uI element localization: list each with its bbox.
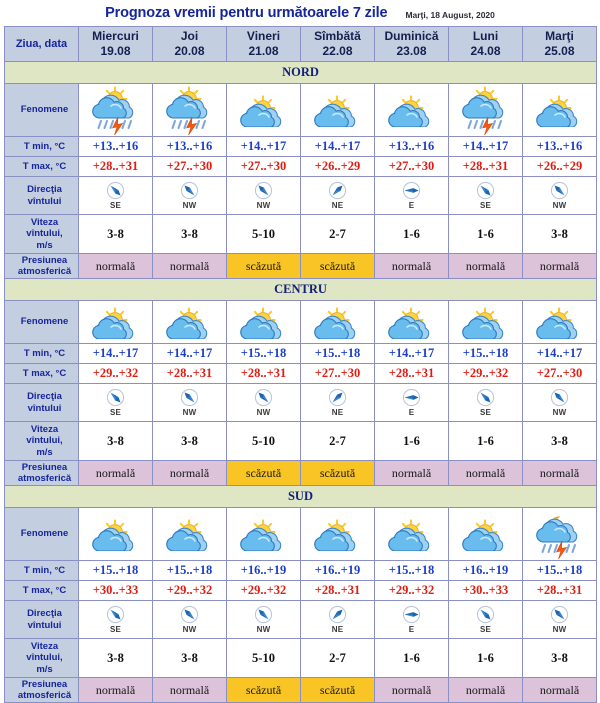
pressure-value: normală — [375, 461, 449, 486]
pressure-value: scăzută — [227, 461, 301, 486]
tmin-value: +16..+19 — [227, 561, 301, 581]
forecast-table — [4, 26, 597, 703]
compass-icon — [328, 388, 347, 407]
pressure-value: normală — [449, 678, 523, 703]
day-date: 22.08 — [322, 44, 353, 58]
compass-icon — [550, 181, 569, 200]
row-tmax-1 — [5, 364, 597, 384]
row-label-tmax: T max, °C — [5, 581, 79, 601]
row-label-wind-direction: Direcţia vîntului — [5, 177, 79, 215]
tmax-value: +28..+31 — [79, 157, 153, 177]
row-tmin-1 — [5, 344, 597, 364]
tmax-value: +29..+32 — [153, 581, 227, 601]
tmin-value: +15..+18 — [227, 344, 301, 364]
row-wind-speed-1 — [5, 422, 597, 461]
compass-icon — [254, 605, 273, 624]
wind-speed-value: 1-6 — [375, 215, 449, 254]
day-date: 21.08 — [248, 44, 279, 58]
wind-direction-label: NW — [552, 201, 567, 210]
compass-icon — [402, 181, 421, 200]
weather-icon-sun-cloud — [523, 301, 597, 344]
pressure-value: scăzută — [227, 678, 301, 703]
tmax-value: +26..+29 — [301, 157, 375, 177]
tmax-value: +27..+30 — [523, 364, 597, 384]
weather-icon-sun-cloud-rain-thunder — [153, 84, 227, 137]
tmin-value: +14..+17 — [449, 137, 523, 157]
tmin-value: +13..+16 — [375, 137, 449, 157]
region-band-nord — [5, 62, 597, 84]
wind-direction-label: SE — [479, 625, 492, 634]
tmax-value: +29..+32 — [227, 581, 301, 601]
tmin-value: +14..+17 — [301, 137, 375, 157]
tmax-value: +29..+32 — [79, 364, 153, 384]
wind-direction-label: SE — [109, 201, 122, 210]
compass-icon — [402, 388, 421, 407]
tmin-value: +16..+19 — [449, 561, 523, 581]
wind-direction-label: NW — [552, 625, 567, 634]
row-wind-direction-0 — [5, 177, 597, 215]
tmin-value: +13..+16 — [523, 137, 597, 157]
pressure-value: normală — [523, 461, 597, 486]
row-label-pressure: Presiunea atmosferică — [5, 678, 79, 703]
compass-icon — [180, 388, 199, 407]
compass-icon — [106, 605, 125, 624]
wind-direction-label: SE — [109, 625, 122, 634]
row-label-tmax: T max, °C — [5, 364, 79, 384]
row-wind-speed-2 — [5, 639, 597, 678]
row-pressure-0 — [5, 254, 597, 279]
weather-icon-sun-cloud — [79, 301, 153, 344]
wind-direction-label: NW — [182, 201, 197, 210]
wind-direction-cell — [79, 177, 153, 215]
day-date: 23.08 — [396, 44, 427, 58]
weather-icon-sun-cloud — [227, 301, 301, 344]
pressure-value: normală — [79, 461, 153, 486]
tmin-value: +14..+17 — [523, 344, 597, 364]
wind-speed-value: 1-6 — [375, 639, 449, 678]
pressure-value: scăzută — [227, 254, 301, 279]
header-cell-day-2 — [227, 27, 301, 62]
row-tmax-2 — [5, 581, 597, 601]
tmax-value: +27..+30 — [153, 157, 227, 177]
compass-icon — [328, 605, 347, 624]
wind-direction-cell — [449, 384, 523, 422]
wind-speed-value: 1-6 — [449, 639, 523, 678]
tmin-value: +15..+18 — [153, 561, 227, 581]
wind-speed-value: 3-8 — [79, 215, 153, 254]
wind-direction-cell — [227, 384, 301, 422]
page-title: Prognoza vremii pentru următoarele 7 zile — [105, 5, 388, 21]
weather-icon-sun-cloud — [79, 508, 153, 561]
row-label-pressure: Presiunea atmosferică — [5, 461, 79, 486]
wind-direction-label: NW — [182, 408, 197, 417]
compass-icon — [254, 181, 273, 200]
compass-icon — [550, 605, 569, 624]
day-name: Joi — [180, 29, 199, 44]
weather-icon-sun-cloud — [301, 301, 375, 344]
weather-icon-sun-cloud — [153, 508, 227, 561]
weather-icon-sun-cloud — [227, 508, 301, 561]
row-wind-speed-0 — [5, 215, 597, 254]
page-header — [0, 0, 600, 26]
weather-icon-sun-cloud — [449, 301, 523, 344]
tmin-value: +15..+18 — [375, 561, 449, 581]
wind-direction-label: NE — [331, 408, 344, 417]
row-pressure-1 — [5, 461, 597, 486]
wind-speed-value: 1-6 — [449, 422, 523, 461]
wind-speed-value: 3-8 — [153, 422, 227, 461]
wind-direction-label: E — [408, 201, 415, 210]
pressure-value: normală — [153, 678, 227, 703]
pressure-value: normală — [79, 678, 153, 703]
region-name: CENTRU — [5, 279, 597, 301]
wind-speed-value: 3-8 — [523, 215, 597, 254]
row-tmin-0 — [5, 137, 597, 157]
wind-direction-cell — [153, 384, 227, 422]
wind-speed-value: 3-8 — [79, 639, 153, 678]
tmax-value: +30..+33 — [79, 581, 153, 601]
tmin-value: +15..+18 — [449, 344, 523, 364]
tmax-value: +28..+31 — [375, 364, 449, 384]
wind-direction-cell — [375, 177, 449, 215]
wind-speed-value: 5-10 — [227, 639, 301, 678]
tmin-value: +13..+16 — [153, 137, 227, 157]
tmin-value: +15..+18 — [523, 561, 597, 581]
day-name: Vineri — [246, 29, 281, 44]
wind-direction-cell — [301, 601, 375, 639]
tmin-value: +16..+19 — [301, 561, 375, 581]
table-header-row — [5, 27, 597, 62]
tmax-value: +28..+31 — [153, 364, 227, 384]
header-cell-day-1 — [153, 27, 227, 62]
day-date: 20.08 — [174, 44, 205, 58]
row-label-tmax: T max, °C — [5, 157, 79, 177]
wind-direction-label: NW — [182, 625, 197, 634]
tmax-value: +27..+30 — [227, 157, 301, 177]
compass-icon — [476, 605, 495, 624]
row-label-tmin: T min, °C — [5, 561, 79, 581]
tmin-value: +15..+18 — [79, 561, 153, 581]
wind-direction-cell — [523, 177, 597, 215]
region-band-sud — [5, 486, 597, 508]
row-tmax-0 — [5, 157, 597, 177]
wind-speed-value: 2-7 — [301, 639, 375, 678]
day-name: Miercuri — [92, 29, 139, 44]
weather-icon-moon-cloud-rain-thunder — [523, 508, 597, 561]
row-tmin-2 — [5, 561, 597, 581]
wind-direction-cell — [375, 384, 449, 422]
row-label-pressure: Presiunea atmosferică — [5, 254, 79, 279]
wind-direction-label: E — [408, 408, 415, 417]
tmax-value: +28..+31 — [523, 581, 597, 601]
compass-icon — [476, 181, 495, 200]
wind-direction-cell — [523, 384, 597, 422]
weather-icon-sun-cloud — [375, 301, 449, 344]
tmin-value: +15..+18 — [301, 344, 375, 364]
weather-icon-sun-cloud — [375, 84, 449, 137]
header-cell-day-3 — [301, 27, 375, 62]
wind-speed-value: 2-7 — [301, 215, 375, 254]
day-name: Luni — [472, 29, 499, 44]
compass-icon — [106, 388, 125, 407]
row-label-wind-direction: Direcţia vîntului — [5, 384, 79, 422]
pressure-value: normală — [523, 254, 597, 279]
weather-icon-sun-cloud-rain-thunder — [79, 84, 153, 137]
pressure-value: normală — [153, 461, 227, 486]
pressure-value: normală — [375, 678, 449, 703]
wind-direction-cell — [79, 384, 153, 422]
tmin-value: +14..+17 — [79, 344, 153, 364]
wind-speed-value: 3-8 — [523, 639, 597, 678]
wind-direction-label: NW — [256, 408, 271, 417]
tmax-value: +27..+30 — [375, 157, 449, 177]
row-fenomene-2 — [5, 508, 597, 561]
wind-direction-cell — [449, 177, 523, 215]
wind-direction-cell — [301, 177, 375, 215]
tmin-value: +14..+17 — [227, 137, 301, 157]
header-cell-label: Ziua, data — [5, 27, 79, 62]
weather-icon-sun-cloud — [301, 508, 375, 561]
compass-icon — [550, 388, 569, 407]
wind-speed-value: 2-7 — [301, 422, 375, 461]
header-cell-day-4 — [375, 27, 449, 62]
compass-icon — [328, 181, 347, 200]
row-pressure-2 — [5, 678, 597, 703]
pressure-value: normală — [449, 254, 523, 279]
wind-direction-label: NW — [256, 625, 271, 634]
wind-direction-cell — [523, 601, 597, 639]
row-wind-direction-1 — [5, 384, 597, 422]
row-label-wind-speed: Viteza vîntului, m/s — [5, 639, 79, 678]
tmax-value: +29..+32 — [375, 581, 449, 601]
weather-icon-sun-cloud-rain-thunder — [449, 84, 523, 137]
day-date: 19.08 — [100, 44, 131, 58]
compass-icon — [254, 388, 273, 407]
wind-direction-label: NE — [331, 625, 344, 634]
wind-direction-cell — [153, 177, 227, 215]
row-label-wind-direction: Direcţia vîntului — [5, 601, 79, 639]
compass-icon — [476, 388, 495, 407]
weather-icon-sun-cloud — [153, 301, 227, 344]
wind-speed-value: 5-10 — [227, 422, 301, 461]
weather-icon-sun-cloud — [301, 84, 375, 137]
pressure-value: normală — [375, 254, 449, 279]
wind-direction-cell — [301, 384, 375, 422]
day-name: Marţi — [545, 29, 574, 44]
row-label-wind-speed: Viteza vîntului, m/s — [5, 215, 79, 254]
compass-icon — [180, 605, 199, 624]
header-cell-day-5 — [449, 27, 523, 62]
wind-speed-value: 1-6 — [375, 422, 449, 461]
forecast-date: Marţi, 18 August, 2020 — [405, 9, 495, 20]
pressure-value: scăzută — [301, 254, 375, 279]
day-date: 24.08 — [470, 44, 501, 58]
weather-icon-sun-cloud — [227, 84, 301, 137]
header-cell-day-0 — [79, 27, 153, 62]
compass-icon — [106, 181, 125, 200]
wind-direction-label: E — [408, 625, 415, 634]
row-label-fenomene: Fenomene — [5, 301, 79, 344]
region-name: NORD — [5, 62, 597, 84]
region-name: SUD — [5, 486, 597, 508]
wind-direction-cell — [375, 601, 449, 639]
header-cell-day-6 — [523, 27, 597, 62]
pressure-value: normală — [79, 254, 153, 279]
tmax-value: +28..+31 — [449, 157, 523, 177]
compass-icon — [180, 181, 199, 200]
pressure-value: scăzută — [301, 461, 375, 486]
tmin-value: +14..+17 — [153, 344, 227, 364]
wind-speed-value: 5-10 — [227, 215, 301, 254]
tmax-value: +27..+30 — [301, 364, 375, 384]
wind-direction-label: NE — [331, 201, 344, 210]
pressure-value: normală — [153, 254, 227, 279]
wind-direction-cell — [227, 177, 301, 215]
row-label-fenomene: Fenomene — [5, 84, 79, 137]
day-date: 25.08 — [544, 44, 575, 58]
wind-speed-value: 3-8 — [153, 215, 227, 254]
pressure-value: normală — [449, 461, 523, 486]
tmax-value: +28..+31 — [227, 364, 301, 384]
tmax-value: +29..+32 — [449, 364, 523, 384]
row-label-tmin: T min, °C — [5, 344, 79, 364]
wind-direction-cell — [449, 601, 523, 639]
wind-speed-value: 3-8 — [153, 639, 227, 678]
wind-speed-value: 3-8 — [523, 422, 597, 461]
tmin-value: +14..+17 — [375, 344, 449, 364]
weather-icon-sun-cloud — [375, 508, 449, 561]
compass-icon — [402, 605, 421, 624]
tmin-value: +13..+16 — [79, 137, 153, 157]
day-name: Sîmbătă — [314, 29, 361, 44]
wind-direction-label: SE — [479, 408, 492, 417]
weather-icon-sun-cloud — [523, 84, 597, 137]
day-name: Duminică — [384, 29, 439, 44]
tmax-value: +30..+33 — [449, 581, 523, 601]
row-wind-direction-2 — [5, 601, 597, 639]
wind-direction-label: NW — [256, 201, 271, 210]
wind-direction-cell — [79, 601, 153, 639]
wind-direction-label: SE — [109, 408, 122, 417]
row-label-fenomene: Fenomene — [5, 508, 79, 561]
row-fenomene-1 — [5, 301, 597, 344]
region-band-centru — [5, 279, 597, 301]
row-label-tmin: T min, °C — [5, 137, 79, 157]
pressure-value: scăzută — [301, 678, 375, 703]
wind-direction-label: NW — [552, 408, 567, 417]
wind-speed-value: 3-8 — [79, 422, 153, 461]
tmax-value: +26..+29 — [523, 157, 597, 177]
wind-speed-value: 1-6 — [449, 215, 523, 254]
row-fenomene-0 — [5, 84, 597, 137]
wind-direction-label: SE — [479, 201, 492, 210]
wind-direction-cell — [227, 601, 301, 639]
wind-direction-cell — [153, 601, 227, 639]
pressure-value: normală — [523, 678, 597, 703]
tmax-value: +28..+31 — [301, 581, 375, 601]
row-label-wind-speed: Viteza vîntului, m/s — [5, 422, 79, 461]
weather-icon-sun-cloud — [449, 508, 523, 561]
